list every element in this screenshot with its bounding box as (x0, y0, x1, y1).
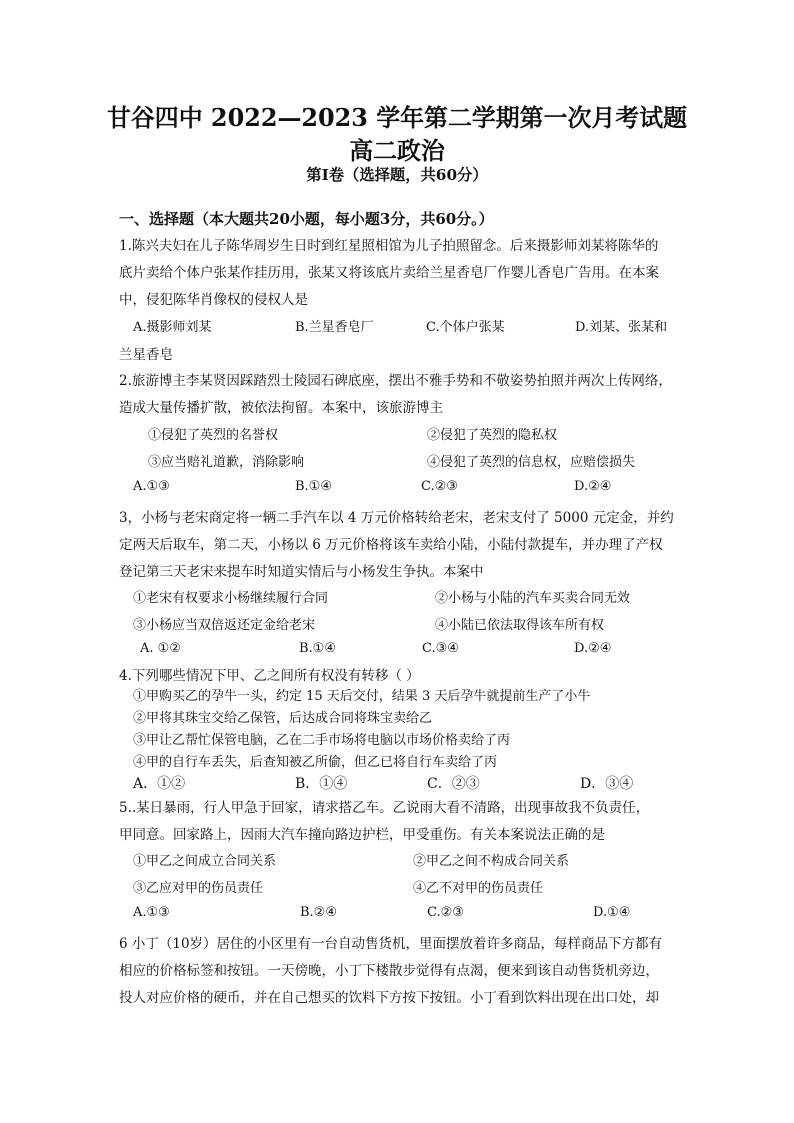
q5-item-2: ②甲乙之间不构成合同关系 (413, 854, 570, 869)
q1-option-a: A.摄影师刘某 (133, 320, 212, 335)
q3-option-b: B.①④ (299, 641, 336, 656)
q4-item-2: ②甲将其珠宝交给乙保管，后达成合同将珠宝卖给乙 (133, 711, 433, 726)
q3-item-4: ④小陆已依法取得该车所有权 (435, 618, 605, 633)
q3-stem-line: 定两天后取车，第二天，小杨以 6 万元价格将该车卖给小陆，小陆付款提车，并办理了产权 (119, 537, 663, 553)
q3-item-3: ③小杨应当双倍返还定金给老宋 (133, 618, 316, 633)
q4-item-3: ③甲让乙帮忙保管电脑，乙在二手市场将电脑以市场价格卖给了丙 (133, 733, 511, 748)
q4-item-4: ④甲的自行车丢失，后查知被乙所偷，但乙已将自行车卖给了丙 (133, 755, 498, 770)
q3-stem-line: 3，小杨与老宋商定将一辆二手汽车以 4 万元价格转给老宋，老宋支付了 5000 元定金，并约 (119, 510, 674, 526)
q3-stem-line: 登记第三天老宋来提车时知道实情后与小杨发生争执。本案中 (119, 564, 484, 580)
q3-option-a: A. ①② (140, 641, 181, 656)
q5-item-3: ③乙应对甲的伤员责任 (133, 881, 264, 896)
q4-option-b: B．①④ (295, 776, 348, 792)
q5-stem-line: 5..某日暴雨，行人甲急于回家，请求搭乙车。乙说雨大看不清路，出现事故我不负责任， (119, 800, 650, 816)
q5-option-d: D.①④ (593, 905, 631, 920)
q2-item-3: ③应当赔礼道歉，消除影响 (148, 455, 305, 470)
q1-stem-line: 底片卖给个体户张某作挂历用，张某又将该底片卖给兰星香皂厂作婴儿香皂广告用。在本案 (119, 265, 659, 281)
q5-option-b: B.②④ (300, 905, 337, 920)
q5-stem-line: 甲同意。回家路上，因雨大汽车撞向路边护栏，甲受重伤。有关本案说法正确的是 (119, 827, 605, 843)
q1-option-b: B.兰星香皂厂 (295, 320, 374, 335)
q1-option-c: C.个体户张某 (426, 320, 505, 335)
q4-item-1: ①甲购买乙的孕牛一头，约定 15 天后交付，结果 3 天后孕牛就提前生产了小牛 (133, 689, 591, 704)
q2-item-2: ②侵犯了英烈的隐私权 (427, 428, 558, 443)
q5-item-1: ①甲乙之间成立合同关系 (133, 854, 277, 869)
q4-option-c: C．②③ (427, 776, 480, 792)
q2-item-4: ④侵犯了英烈的信息权，应赔偿损失 (427, 455, 636, 470)
q3-item-2: ②小杨与小陆的汽车买卖合同无效 (435, 591, 631, 606)
q1-option-d: D.刘某、张某和 (575, 320, 668, 335)
q4-option-a: A．①② (133, 776, 186, 792)
q4-option-d: D．③④ (580, 776, 634, 792)
q2-option-a: A.①③ (133, 479, 170, 494)
q2-option-b: B.①④ (295, 479, 332, 494)
q1-stem-line: 1.陈兴夫妇在儿子陈华周岁生日时到红星照相馆为儿子拍照留念。后来摄影师刘某将陈华的 (119, 238, 659, 254)
q5-option-c: C.②③ (427, 905, 464, 920)
q3-item-1: ①老宋有权要求小杨继续履行合同 (133, 591, 329, 606)
exam-title: 甘谷四中 2022—2023 学年第二学期第一次月考试题 (106, 104, 688, 132)
q3-option-d: D.②④ (574, 641, 612, 656)
q1-option-d-continued: 兰星香皂 (119, 347, 173, 363)
section-heading: 一、选择题（本大题共20小题，每小题3分，共60分。） (119, 210, 494, 228)
q6-stem-line: 6 小丁（10岁）居住的小区里有一台自动售货机，里面摆放着许多商品，每样商品下方都有 (119, 936, 663, 952)
exam-subject: 高二政治 (349, 137, 445, 165)
q5-option-a: A.①③ (133, 905, 170, 920)
exam-part-heading: 第Ⅰ卷（选择题，共60分） (306, 166, 488, 184)
q5-item-4: ④乙不对甲的伤员责任 (413, 881, 544, 896)
q4-stem: 4.下列哪些情况下甲、乙之间所有权没有转移（ ） (119, 668, 420, 684)
q1-stem-line: 中，侵犯陈华肖像权的侵权人是 (119, 292, 308, 308)
q2-option-c: C.②③ (421, 479, 458, 494)
q3-option-c: C.③④ (422, 641, 459, 656)
q2-stem-line: 2.旅游博主李某贤因踩踏烈士陵园石碑底座，摆出不雅手势和不敬姿势拍照并两次上传网络， (119, 373, 672, 389)
q2-stem-line: 造成大量传播扩散，被依法拘留。本案中，该旅游博主 (119, 400, 443, 416)
q6-stem-line: 相应的价格标签和按钮。一天傍晚，小丁下楼散步觉得有点渴，便来到该自动售货机旁边， (119, 963, 659, 979)
q6-stem-line: 投人对应价格的硬币，并在自己想买的饮料下方按下按钮。小丁看到饮料出现在出口处，却 (119, 990, 659, 1006)
q2-option-d: D.②④ (574, 479, 612, 494)
q2-item-1: ①侵犯了英烈的名誉权 (148, 428, 279, 443)
